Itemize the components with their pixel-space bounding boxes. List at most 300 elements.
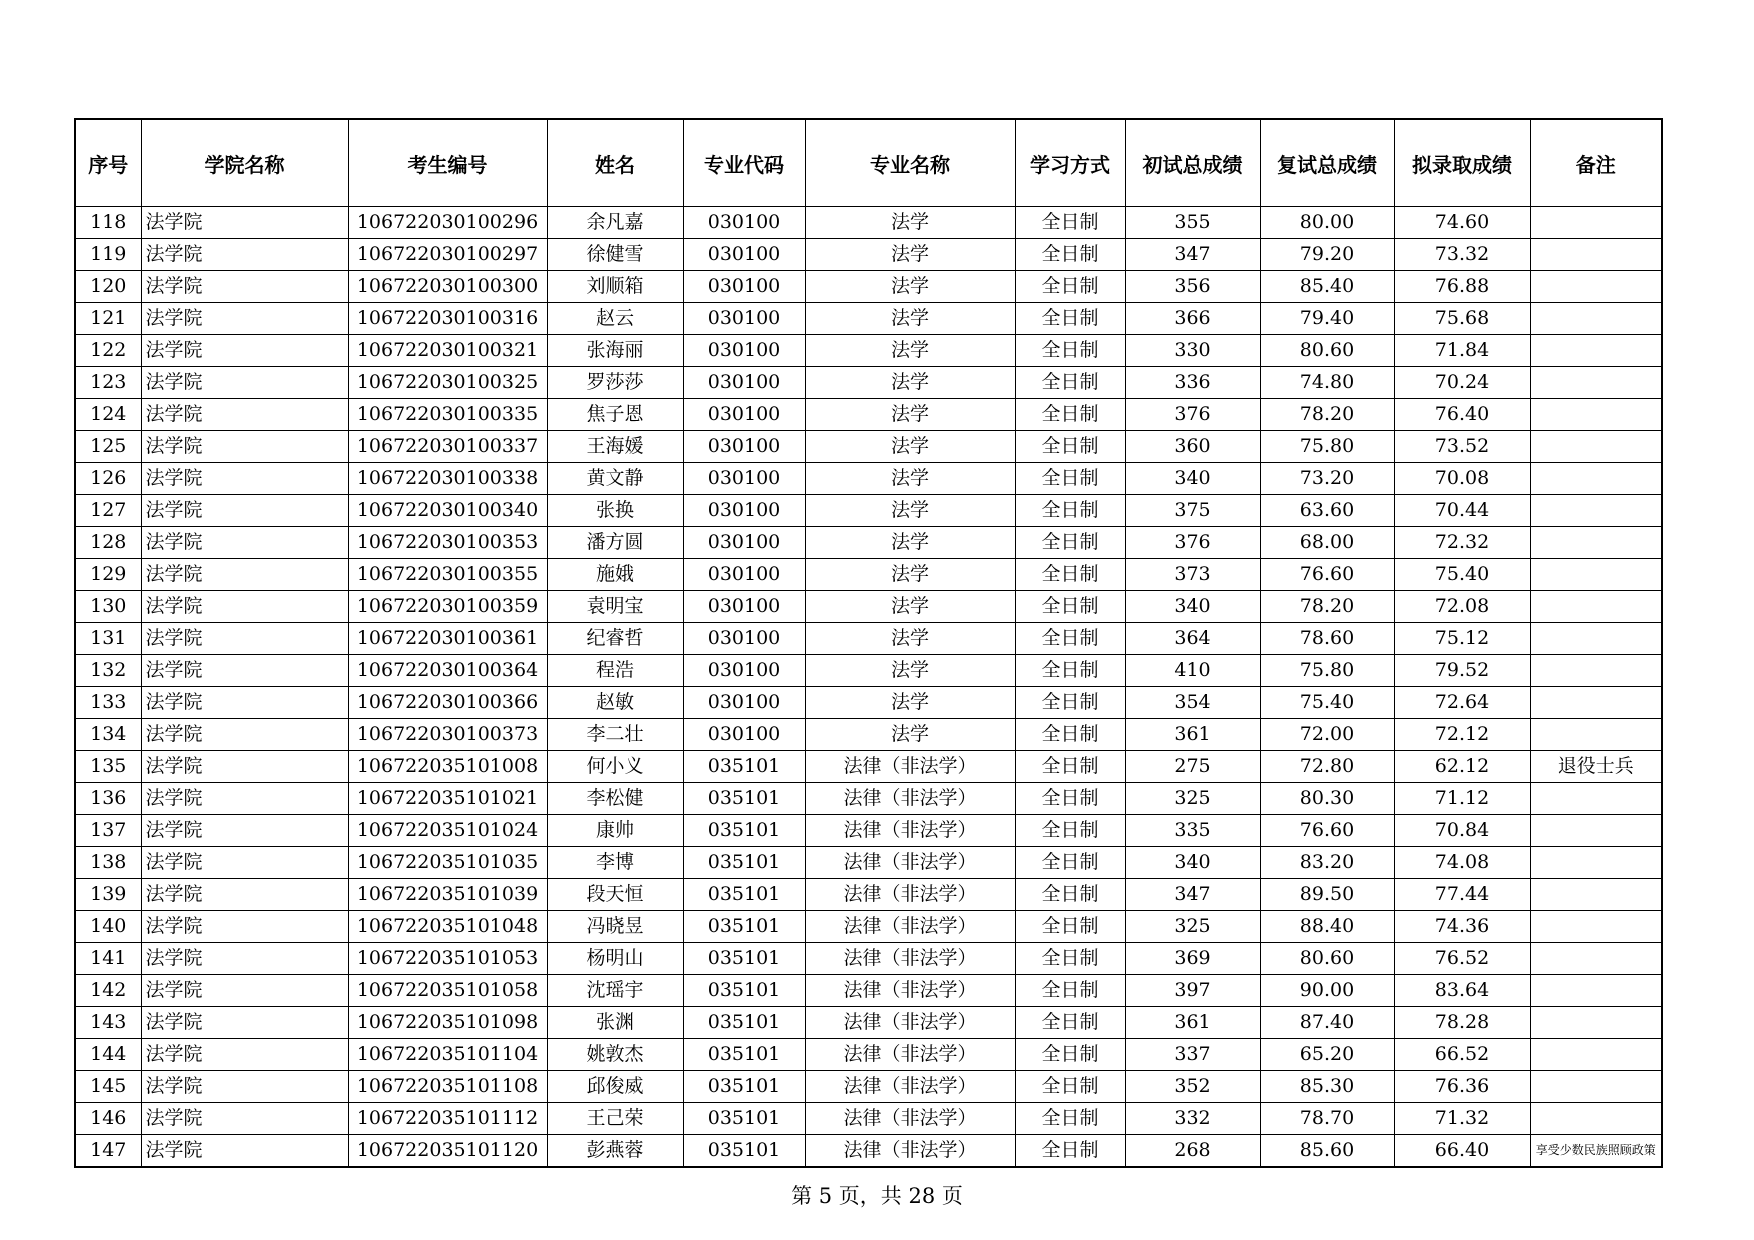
cell-retest-score: 73.20	[1260, 463, 1394, 495]
cell-remarks	[1530, 591, 1662, 623]
cell-exam-id: 106722035101104	[348, 1039, 547, 1071]
cell-seq: 133	[75, 687, 141, 719]
cell-name: 康帅	[547, 815, 683, 847]
cell-major-code: 035101	[683, 911, 805, 943]
cell-retest-score: 72.00	[1260, 719, 1394, 751]
cell-exam-id: 106722035101024	[348, 815, 547, 847]
cell-name: 杨明山	[547, 943, 683, 975]
header-row	[75, 119, 1662, 207]
cell-final-score: 76.52	[1394, 943, 1530, 975]
cell-name: 潘方圆	[547, 527, 683, 559]
table-row	[75, 1039, 1662, 1071]
cell-exam-id: 106722035101021	[348, 783, 547, 815]
cell-major-name: 法律（非法学）	[805, 975, 1015, 1007]
table-row	[75, 879, 1662, 911]
cell-seq: 138	[75, 847, 141, 879]
cell-exam-id: 106722030100355	[348, 559, 547, 591]
cell-retest-score: 68.00	[1260, 527, 1394, 559]
cell-college: 法学院	[141, 207, 348, 239]
cell-final-score: 74.60	[1394, 207, 1530, 239]
cell-remarks	[1530, 431, 1662, 463]
cell-initial-score: 340	[1125, 591, 1260, 623]
table-row	[75, 431, 1662, 463]
cell-study-mode: 全日制	[1015, 239, 1125, 271]
cell-exam-id: 106722035101112	[348, 1103, 547, 1135]
cell-major-name: 法律（非法学）	[805, 1135, 1015, 1168]
table-row	[75, 239, 1662, 271]
cell-initial-score: 325	[1125, 783, 1260, 815]
cell-college: 法学院	[141, 431, 348, 463]
cell-final-score: 70.24	[1394, 367, 1530, 399]
cell-retest-score: 76.60	[1260, 815, 1394, 847]
cell-study-mode: 全日制	[1015, 815, 1125, 847]
cell-major-name: 法学	[805, 495, 1015, 527]
cell-initial-score: 373	[1125, 559, 1260, 591]
cell-final-score: 70.84	[1394, 815, 1530, 847]
cell-initial-score: 397	[1125, 975, 1260, 1007]
cell-retest-score: 78.70	[1260, 1103, 1394, 1135]
cell-name: 姚敦杰	[547, 1039, 683, 1071]
cell-remarks	[1530, 1071, 1662, 1103]
cell-remarks	[1530, 1103, 1662, 1135]
cell-remarks	[1530, 367, 1662, 399]
header-col-initial-score: 初试总成绩	[1125, 119, 1260, 207]
cell-major-name: 法律（非法学）	[805, 1103, 1015, 1135]
table-row	[75, 911, 1662, 943]
cell-major-code: 030100	[683, 239, 805, 271]
cell-initial-score: 376	[1125, 399, 1260, 431]
cell-major-name: 法律（非法学）	[805, 1007, 1015, 1039]
cell-exam-id: 106722035101098	[348, 1007, 547, 1039]
cell-initial-score: 364	[1125, 623, 1260, 655]
cell-retest-score: 87.40	[1260, 1007, 1394, 1039]
cell-name: 邱俊威	[547, 1071, 683, 1103]
cell-retest-score: 72.80	[1260, 751, 1394, 783]
cell-seq: 145	[75, 1071, 141, 1103]
cell-exam-id: 106722030100338	[348, 463, 547, 495]
cell-exam-id: 106722030100325	[348, 367, 547, 399]
cell-seq: 134	[75, 719, 141, 751]
cell-name: 沈瑶宇	[547, 975, 683, 1007]
cell-retest-score: 85.40	[1260, 271, 1394, 303]
table-row	[75, 1071, 1662, 1103]
cell-major-code: 030100	[683, 623, 805, 655]
header-col-major-name: 专业名称	[805, 119, 1015, 207]
cell-retest-score: 85.30	[1260, 1071, 1394, 1103]
cell-major-code: 035101	[683, 783, 805, 815]
admission-table	[74, 118, 1663, 1168]
cell-study-mode: 全日制	[1015, 719, 1125, 751]
header-col-study-mode: 学习方式	[1015, 119, 1125, 207]
cell-remarks	[1530, 879, 1662, 911]
cell-retest-score: 79.40	[1260, 303, 1394, 335]
cell-retest-score: 74.80	[1260, 367, 1394, 399]
cell-seq: 147	[75, 1135, 141, 1168]
cell-remarks	[1530, 847, 1662, 879]
cell-retest-score: 79.20	[1260, 239, 1394, 271]
cell-seq: 124	[75, 399, 141, 431]
cell-exam-id: 106722030100361	[348, 623, 547, 655]
cell-exam-id: 106722030100364	[348, 655, 547, 687]
cell-retest-score: 65.20	[1260, 1039, 1394, 1071]
cell-seq: 119	[75, 239, 141, 271]
header-col-final-score: 拟录取成绩	[1394, 119, 1530, 207]
cell-major-name: 法学	[805, 719, 1015, 751]
cell-major-code: 030100	[683, 495, 805, 527]
cell-college: 法学院	[141, 783, 348, 815]
cell-retest-score: 75.80	[1260, 655, 1394, 687]
cell-study-mode: 全日制	[1015, 399, 1125, 431]
cell-study-mode: 全日制	[1015, 751, 1125, 783]
cell-initial-score: 340	[1125, 463, 1260, 495]
cell-major-name: 法律（非法学）	[805, 943, 1015, 975]
cell-initial-score: 356	[1125, 271, 1260, 303]
cell-initial-score: 347	[1125, 239, 1260, 271]
header-col-name: 姓名	[547, 119, 683, 207]
cell-seq: 137	[75, 815, 141, 847]
cell-exam-id: 106722035101053	[348, 943, 547, 975]
cell-final-score: 83.64	[1394, 975, 1530, 1007]
cell-final-score: 70.44	[1394, 495, 1530, 527]
cell-final-score: 66.52	[1394, 1039, 1530, 1071]
cell-exam-id: 106722035101035	[348, 847, 547, 879]
cell-retest-score: 80.60	[1260, 943, 1394, 975]
cell-name: 刘顺箱	[547, 271, 683, 303]
cell-seq: 139	[75, 879, 141, 911]
cell-college: 法学院	[141, 1007, 348, 1039]
cell-seq: 140	[75, 911, 141, 943]
cell-retest-score: 80.60	[1260, 335, 1394, 367]
table-body	[75, 207, 1662, 1168]
cell-remarks	[1530, 687, 1662, 719]
cell-exam-id: 106722035101058	[348, 975, 547, 1007]
table-row	[75, 1007, 1662, 1039]
cell-study-mode: 全日制	[1015, 623, 1125, 655]
cell-seq: 118	[75, 207, 141, 239]
table-row	[75, 367, 1662, 399]
cell-study-mode: 全日制	[1015, 1007, 1125, 1039]
cell-final-score: 73.52	[1394, 431, 1530, 463]
cell-exam-id: 106722030100337	[348, 431, 547, 463]
table-row	[75, 1135, 1662, 1168]
cell-major-name: 法学	[805, 559, 1015, 591]
cell-college: 法学院	[141, 1103, 348, 1135]
cell-seq: 144	[75, 1039, 141, 1071]
cell-major-code: 035101	[683, 1071, 805, 1103]
cell-seq: 122	[75, 335, 141, 367]
cell-final-score: 72.32	[1394, 527, 1530, 559]
cell-major-name: 法学	[805, 271, 1015, 303]
table-row	[75, 559, 1662, 591]
cell-major-code: 030100	[683, 303, 805, 335]
cell-study-mode: 全日制	[1015, 975, 1125, 1007]
cell-name: 焦子恩	[547, 399, 683, 431]
cell-name: 李博	[547, 847, 683, 879]
cell-study-mode: 全日制	[1015, 431, 1125, 463]
cell-initial-score: 361	[1125, 719, 1260, 751]
cell-major-code: 035101	[683, 975, 805, 1007]
cell-college: 法学院	[141, 975, 348, 1007]
table-row	[75, 335, 1662, 367]
cell-college: 法学院	[141, 655, 348, 687]
cell-retest-score: 78.60	[1260, 623, 1394, 655]
cell-remarks	[1530, 911, 1662, 943]
cell-exam-id: 106722030100316	[348, 303, 547, 335]
cell-seq: 125	[75, 431, 141, 463]
cell-final-score: 78.28	[1394, 1007, 1530, 1039]
cell-major-name: 法律（非法学）	[805, 879, 1015, 911]
cell-major-name: 法学	[805, 207, 1015, 239]
cell-initial-score: 361	[1125, 1007, 1260, 1039]
cell-final-score: 75.12	[1394, 623, 1530, 655]
cell-major-code: 030100	[683, 399, 805, 431]
cell-final-score: 76.88	[1394, 271, 1530, 303]
table-row	[75, 207, 1662, 239]
table-row	[75, 527, 1662, 559]
cell-college: 法学院	[141, 495, 348, 527]
cell-college: 法学院	[141, 847, 348, 879]
cell-study-mode: 全日制	[1015, 943, 1125, 975]
cell-final-score: 72.64	[1394, 687, 1530, 719]
cell-major-code: 030100	[683, 559, 805, 591]
cell-retest-score: 90.00	[1260, 975, 1394, 1007]
cell-major-code: 035101	[683, 1135, 805, 1168]
cell-college: 法学院	[141, 559, 348, 591]
cell-remarks	[1530, 463, 1662, 495]
cell-major-code: 030100	[683, 335, 805, 367]
cell-major-code: 035101	[683, 751, 805, 783]
cell-name: 彭燕蓉	[547, 1135, 683, 1168]
cell-college: 法学院	[141, 687, 348, 719]
cell-name: 何小义	[547, 751, 683, 783]
cell-name: 施娥	[547, 559, 683, 591]
cell-major-code: 030100	[683, 591, 805, 623]
table-row	[75, 847, 1662, 879]
cell-final-score: 71.12	[1394, 783, 1530, 815]
cell-name: 赵云	[547, 303, 683, 335]
cell-remarks	[1530, 495, 1662, 527]
cell-study-mode: 全日制	[1015, 1039, 1125, 1071]
cell-study-mode: 全日制	[1015, 495, 1125, 527]
cell-study-mode: 全日制	[1015, 655, 1125, 687]
table-row	[75, 943, 1662, 975]
cell-remarks	[1530, 271, 1662, 303]
cell-final-score: 75.68	[1394, 303, 1530, 335]
table-row	[75, 751, 1662, 783]
cell-major-code: 035101	[683, 879, 805, 911]
cell-name: 罗莎莎	[547, 367, 683, 399]
cell-exam-id: 106722030100366	[348, 687, 547, 719]
cell-retest-score: 89.50	[1260, 879, 1394, 911]
cell-exam-id: 106722030100340	[348, 495, 547, 527]
cell-college: 法学院	[141, 527, 348, 559]
cell-name: 张换	[547, 495, 683, 527]
cell-initial-score: 268	[1125, 1135, 1260, 1168]
cell-name: 赵敏	[547, 687, 683, 719]
cell-initial-score: 369	[1125, 943, 1260, 975]
cell-exam-id: 106722035101108	[348, 1071, 547, 1103]
cell-name: 王己荣	[547, 1103, 683, 1135]
cell-seq: 135	[75, 751, 141, 783]
cell-initial-score: 330	[1125, 335, 1260, 367]
cell-college: 法学院	[141, 399, 348, 431]
cell-initial-score: 410	[1125, 655, 1260, 687]
cell-exam-id: 106722030100335	[348, 399, 547, 431]
cell-final-score: 72.08	[1394, 591, 1530, 623]
cell-initial-score: 336	[1125, 367, 1260, 399]
cell-major-code: 035101	[683, 847, 805, 879]
cell-college: 法学院	[141, 719, 348, 751]
cell-retest-score: 80.30	[1260, 783, 1394, 815]
cell-major-name: 法学	[805, 623, 1015, 655]
cell-remarks	[1530, 1007, 1662, 1039]
cell-exam-id: 106722030100359	[348, 591, 547, 623]
cell-initial-score: 335	[1125, 815, 1260, 847]
cell-initial-score: 340	[1125, 847, 1260, 879]
cell-major-name: 法律（非法学）	[805, 1071, 1015, 1103]
cell-study-mode: 全日制	[1015, 591, 1125, 623]
cell-study-mode: 全日制	[1015, 1071, 1125, 1103]
cell-major-name: 法学	[805, 367, 1015, 399]
cell-major-name: 法学	[805, 335, 1015, 367]
cell-remarks	[1530, 335, 1662, 367]
cell-initial-score: 352	[1125, 1071, 1260, 1103]
cell-retest-score: 88.40	[1260, 911, 1394, 943]
cell-name: 徐健雪	[547, 239, 683, 271]
header-col-remarks: 备注	[1530, 119, 1662, 207]
cell-final-score: 73.32	[1394, 239, 1530, 271]
cell-final-score: 75.40	[1394, 559, 1530, 591]
cell-name: 黄文静	[547, 463, 683, 495]
header-col-college: 学院名称	[141, 119, 348, 207]
cell-remarks	[1530, 207, 1662, 239]
cell-remarks	[1530, 527, 1662, 559]
cell-major-name: 法学	[805, 303, 1015, 335]
cell-study-mode: 全日制	[1015, 879, 1125, 911]
table-row	[75, 1103, 1662, 1135]
cell-major-code: 030100	[683, 687, 805, 719]
cell-college: 法学院	[141, 751, 348, 783]
cell-college: 法学院	[141, 463, 348, 495]
cell-seq: 128	[75, 527, 141, 559]
table-row	[75, 815, 1662, 847]
cell-major-code: 030100	[683, 367, 805, 399]
cell-seq: 143	[75, 1007, 141, 1039]
cell-exam-id: 106722030100353	[348, 527, 547, 559]
cell-exam-id: 106722035101048	[348, 911, 547, 943]
cell-study-mode: 全日制	[1015, 1135, 1125, 1168]
cell-final-score: 72.12	[1394, 719, 1530, 751]
cell-initial-score: 375	[1125, 495, 1260, 527]
cell-exam-id: 106722035101008	[348, 751, 547, 783]
cell-study-mode: 全日制	[1015, 559, 1125, 591]
cell-college: 法学院	[141, 943, 348, 975]
cell-retest-score: 83.20	[1260, 847, 1394, 879]
cell-exam-id: 106722030100296	[348, 207, 547, 239]
cell-initial-score: 347	[1125, 879, 1260, 911]
cell-remarks	[1530, 239, 1662, 271]
cell-major-code: 035101	[683, 815, 805, 847]
cell-college: 法学院	[141, 911, 348, 943]
cell-name: 李松健	[547, 783, 683, 815]
cell-exam-id: 106722030100300	[348, 271, 547, 303]
cell-final-score: 62.12	[1394, 751, 1530, 783]
cell-final-score: 74.08	[1394, 847, 1530, 879]
header-col-exam-id: 考生编号	[348, 119, 547, 207]
header-col-seq: 序号	[75, 119, 141, 207]
cell-final-score: 79.52	[1394, 655, 1530, 687]
cell-college: 法学院	[141, 815, 348, 847]
cell-initial-score: 354	[1125, 687, 1260, 719]
table-row	[75, 783, 1662, 815]
cell-major-code: 035101	[683, 943, 805, 975]
cell-college: 法学院	[141, 623, 348, 655]
cell-initial-score: 376	[1125, 527, 1260, 559]
cell-initial-score: 332	[1125, 1103, 1260, 1135]
table-row	[75, 463, 1662, 495]
cell-remarks	[1530, 559, 1662, 591]
cell-major-code: 030100	[683, 271, 805, 303]
cell-retest-score: 78.20	[1260, 591, 1394, 623]
cell-retest-score: 75.80	[1260, 431, 1394, 463]
cell-remarks	[1530, 783, 1662, 815]
cell-retest-score: 76.60	[1260, 559, 1394, 591]
cell-name: 张渊	[547, 1007, 683, 1039]
cell-initial-score: 360	[1125, 431, 1260, 463]
cell-exam-id: 106722030100373	[348, 719, 547, 751]
cell-major-name: 法律（非法学）	[805, 847, 1015, 879]
cell-remarks: 享受少数民族照顾政策	[1530, 1135, 1662, 1168]
cell-study-mode: 全日制	[1015, 335, 1125, 367]
table-row	[75, 303, 1662, 335]
cell-seq: 129	[75, 559, 141, 591]
page-footer: 第 5 页，共 28 页	[791, 1184, 963, 1208]
cell-study-mode: 全日制	[1015, 271, 1125, 303]
cell-seq: 142	[75, 975, 141, 1007]
cell-remarks	[1530, 719, 1662, 751]
table-row	[75, 399, 1662, 431]
cell-remarks	[1530, 1039, 1662, 1071]
cell-college: 法学院	[141, 367, 348, 399]
cell-exam-id: 106722035101039	[348, 879, 547, 911]
cell-name: 王海媛	[547, 431, 683, 463]
header-col-major-code: 专业代码	[683, 119, 805, 207]
cell-major-name: 法律（非法学）	[805, 783, 1015, 815]
cell-remarks	[1530, 943, 1662, 975]
cell-seq: 131	[75, 623, 141, 655]
cell-college: 法学院	[141, 1039, 348, 1071]
cell-major-name: 法学	[805, 463, 1015, 495]
cell-major-name: 法学	[805, 655, 1015, 687]
cell-seq: 130	[75, 591, 141, 623]
cell-major-name: 法学	[805, 687, 1015, 719]
cell-major-code: 030100	[683, 431, 805, 463]
cell-name: 李二壮	[547, 719, 683, 751]
cell-college: 法学院	[141, 879, 348, 911]
cell-initial-score: 337	[1125, 1039, 1260, 1071]
cell-remarks	[1530, 623, 1662, 655]
cell-college: 法学院	[141, 271, 348, 303]
cell-study-mode: 全日制	[1015, 463, 1125, 495]
cell-major-code: 030100	[683, 463, 805, 495]
cell-major-name: 法学	[805, 431, 1015, 463]
cell-seq: 136	[75, 783, 141, 815]
cell-major-name: 法律（非法学）	[805, 751, 1015, 783]
cell-name: 余凡嘉	[547, 207, 683, 239]
cell-college: 法学院	[141, 335, 348, 367]
cell-seq: 127	[75, 495, 141, 527]
cell-name: 段天恒	[547, 879, 683, 911]
